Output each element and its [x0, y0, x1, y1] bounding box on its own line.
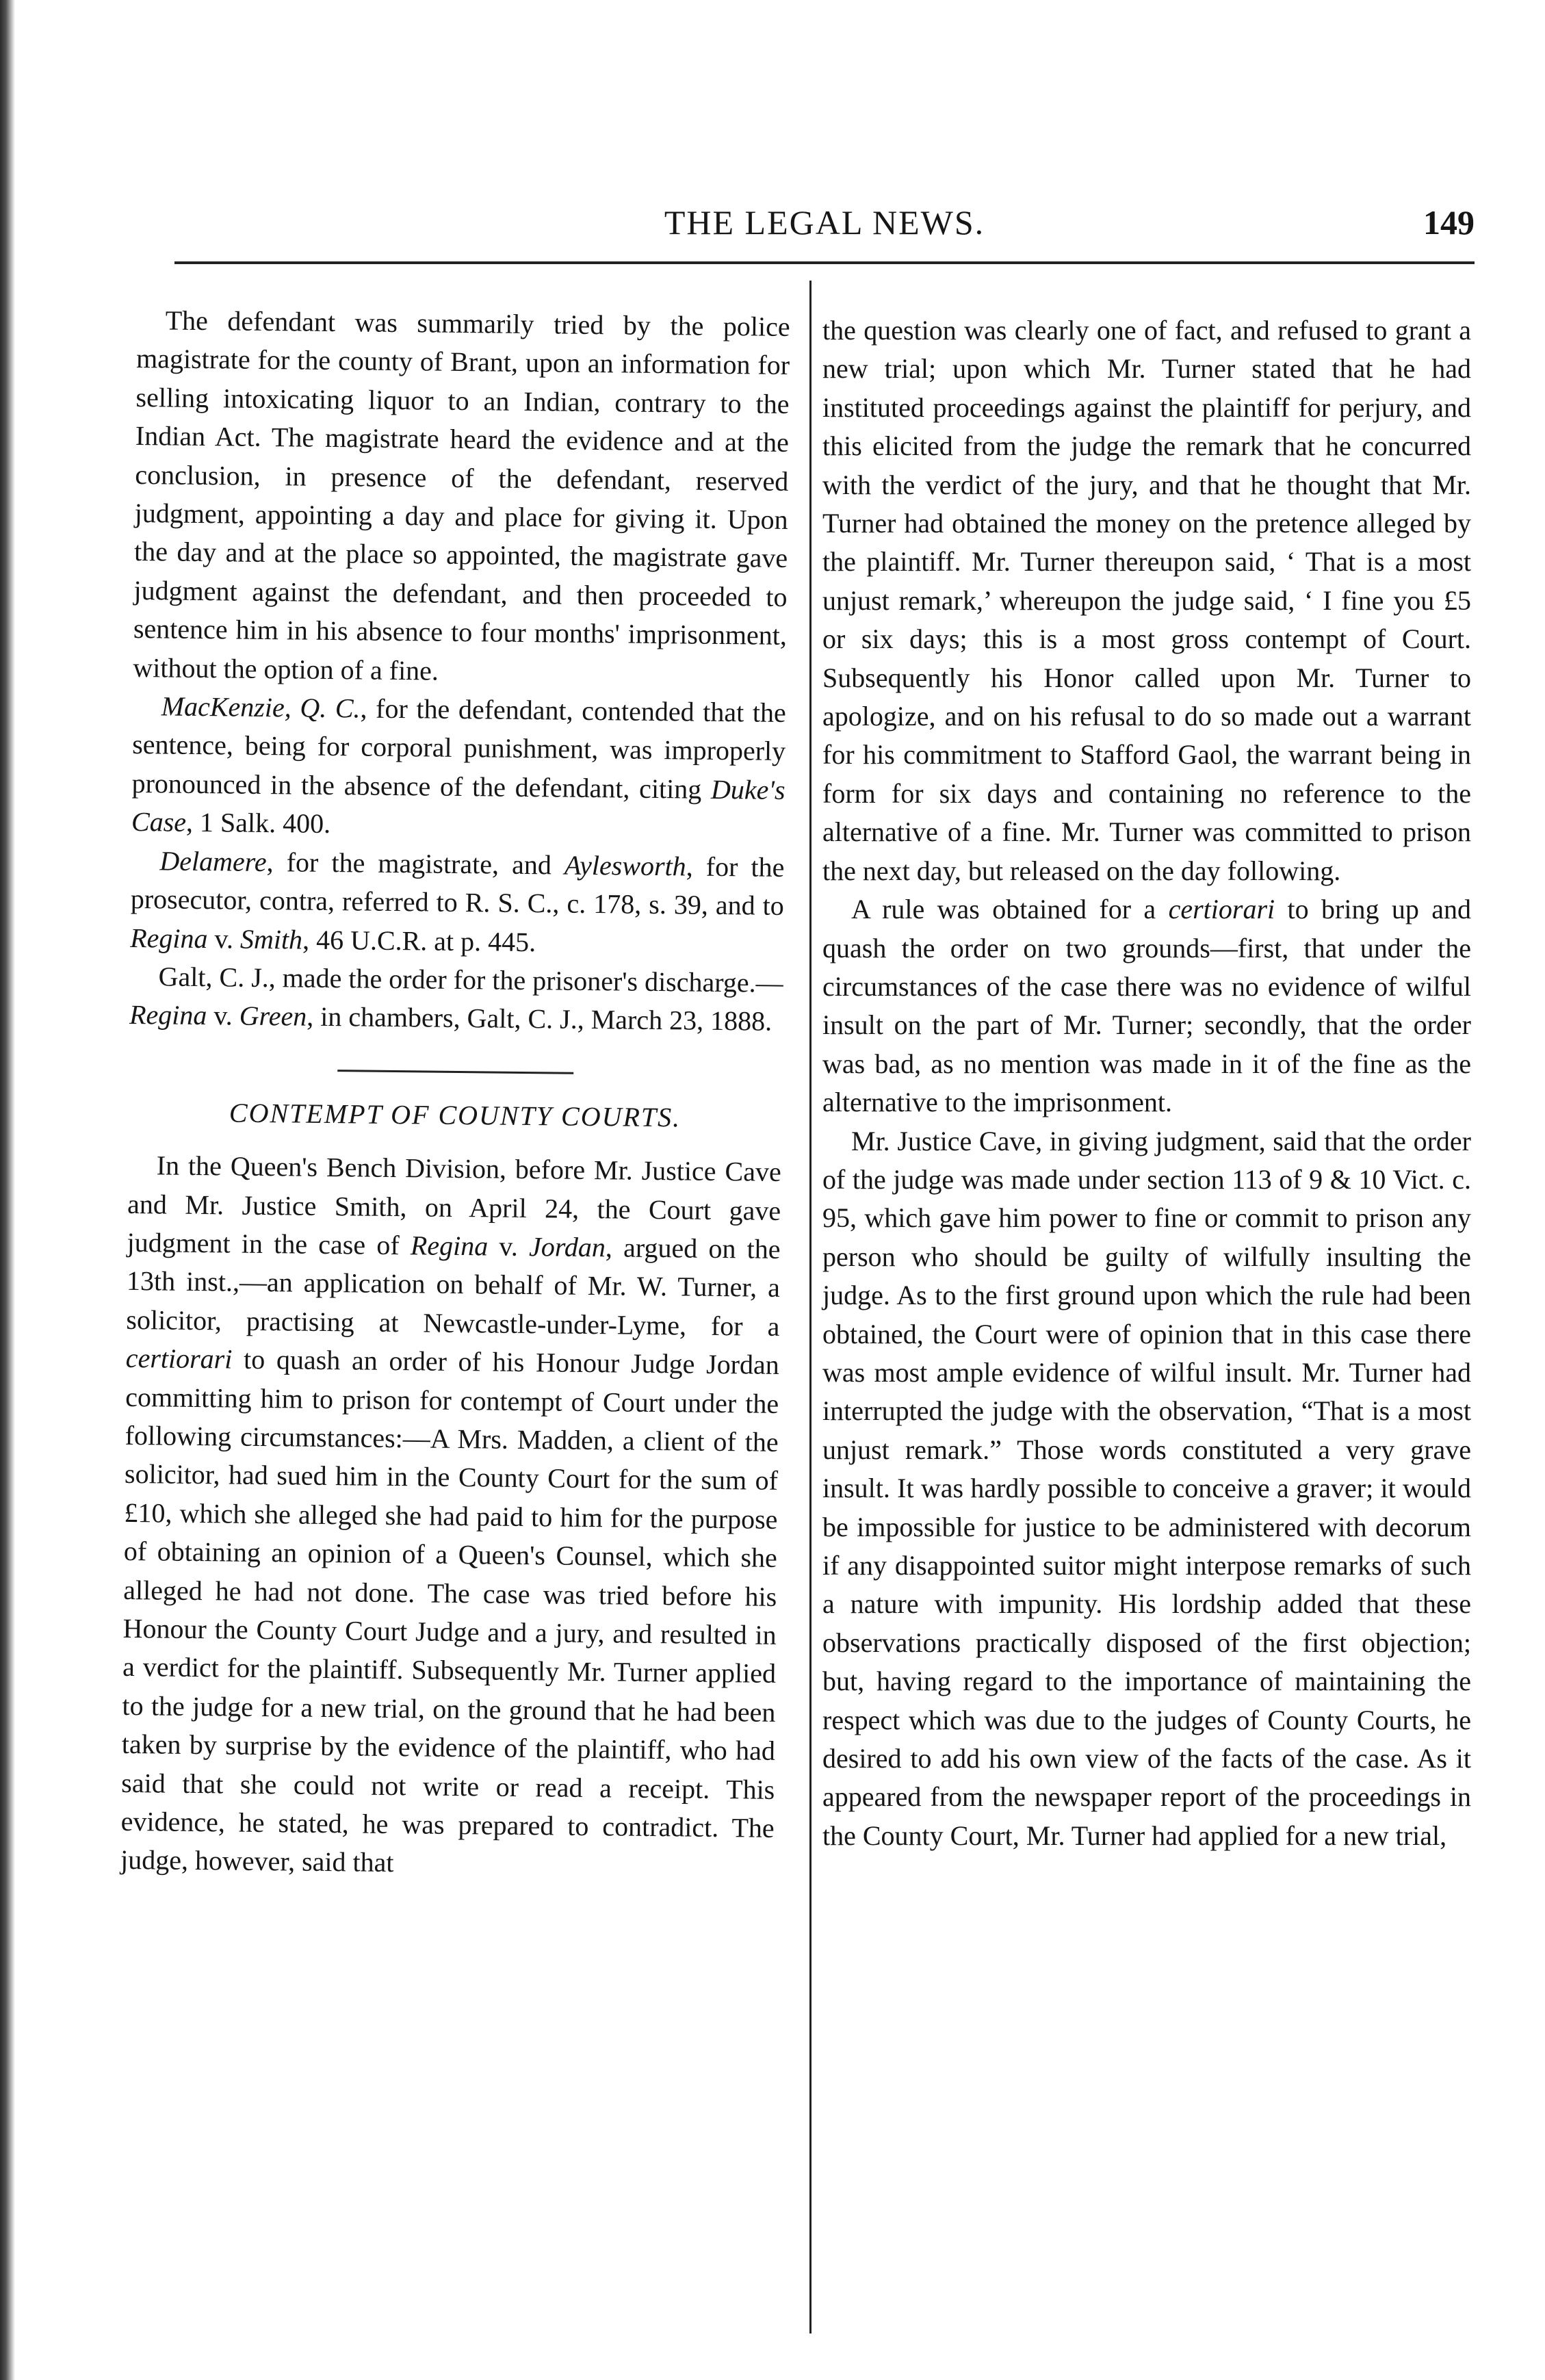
writ-name: certiorari: [1168, 894, 1275, 925]
case-citation: Smith: [239, 923, 303, 955]
paragraph-text: v.: [207, 922, 241, 955]
right-column: [822, 311, 1471, 1855]
case-citation: Jordan: [528, 1231, 606, 1263]
paragraph-text: , in chambers, Galt, C. J., March 23, 1888.: [307, 1000, 772, 1037]
paragraph-text: , 1 Salk. 400.: [185, 807, 331, 840]
paragraph-text: , for the prosecutor, contra, referred to R. S. C., c. 178, s. 39, and to: [130, 851, 785, 922]
paragraph-text: to quash an order of his Honour Judge Jordan committing him to prison for contempt of Court under the following circumstances:—A Mrs. Madden, a client of the solicitor, had sued him in the County Court for the sum of £10, which she alleged she had paid to him for the purpose of obtaining an opinion of a Queen's Counsel, which she alleged he had not done. The case was tried before his Honour the County Court Judge and a jury, and resulted in a verdict for the plaintiff. Subsequently Mr. Turner applied to the judge for a new trial, on the ground that he had been taken by surprise by the evidence of the plaintiff, who had said that she could not write or read a receipt. This evidence, he stated, he was prepared to contradict. The judge, however, said that: [120, 1343, 780, 1878]
paragraph-text: to bring up and quash the order on two grounds—first, that under the circumstances of the case there was no evidence of wilful insult on the part of Mr. Turner; secondly, that the order was bad, as no mention was made in it of the fine as the alternative to the imprisonment.: [822, 894, 1472, 1118]
paragraph-text: , argued on the 13th inst.,—an application on behalf of Mr. W. Turner, a solicitor, practising at Newcastle-under-Lyme, for a: [126, 1232, 781, 1342]
counsel-name: Delamere: [159, 845, 267, 877]
left-column: [120, 301, 790, 1887]
paragraph-text: , 46 U.C.R. at p. 445.: [302, 924, 536, 957]
case-citation: Regina: [129, 999, 207, 1031]
paragraph-text: v.: [487, 1230, 530, 1263]
counsel-name: Aylesworth: [564, 849, 686, 882]
paragraph-text: , for the defendant, contended that the sentence, being for corporal punishment, was improperly pronounced in the absence of the defendant, citing: [131, 693, 786, 805]
paragraph-continuation: the question was clearly one of fact, and refused to grant a new trial; upon which Mr. Turner stated that he had instituted proceedings against the plaintiff for perjury, and this elicited from the judge the remark that he concurred with the verdict of the jury, and that he thought that Mr. Turner had obtained the money on the pretence alleged by the plaintiff. Mr. Turner thereupon said, ‘ That is a most unjust remark,’ whereupon the judge said, ‘ I fine you £5 or six days; this is a most gross contempt of Court. Subsequently his Honor called upon Mr. Turner to apologize, and on his refusal to do so made out a warrant for his commitment to Stafford Gaol, the warrant being in form for six days and containing no reference to the alternative of a fine. Mr. Turner was committed to prison the next day, but released on the day following.: [822, 315, 1471, 886]
page-binding-edge: [0, 0, 15, 2380]
running-title: THE LEGAL NEWS.: [664, 203, 985, 242]
section-divider: [337, 1070, 573, 1074]
paragraph-magistrate-trial: The defendant was summarily tried by the police magistrate for the county of Brant, upon an information for selling intoxicating liquor to an Indian, contrary to the Indian Act. The magistrate heard the evidence and at the conclusion, in presence of the defendant, reserved judgment, appointing a day and place for giving it. Upon the day and at the place so appointed, the magistrate gave judgment against the defendant, and then proceeded to sentence him in his absence to four months' imprisonment, without the option of a fine.: [133, 305, 790, 686]
case-citation: Regina: [410, 1230, 489, 1262]
paragraph-text: Galt, C. J., made the order for the prisoner's discharge.—: [158, 961, 783, 998]
running-head: [174, 203, 1475, 250]
counsel-name: MacKenzie, Q. C.: [161, 690, 361, 724]
paragraph-rule-obtained: [822, 890, 1471, 1122]
paragraph-order: [129, 957, 783, 1042]
paragraph-text: v.: [207, 1000, 240, 1031]
paragraph-judgment: Mr. Justice Cave, in giving judgment, said that the order of the judge was made under section 113 of 9 & 10 Vict. c. 95, which gave him power to fine or commit to prison any person who should be guilty of wilfully insulting the judge. As to the first ground upon which the rule had been obtained, the Court were of opinion that in this case there was most ample evidence of wilful insult. Mr. Turner had interrupted the judge with the observation, “That is a most unjust remark.” Those words constituted a very grave insult. It was hardly possible to conceive a graver; it would be impossible for justice to be administered with decorum if any disappointed suitor might interpose remarks of such a nature with impunity. His lordship added that these observations practically disposed of the first objection; but, having regard to the importance of maintaining the respect which was due to the judges of County Courts, he desired to add his own view of the facts of the case. As it appeared from the newspaper report of the proceedings in the County Court, Mr. Turner had applied for a new trial,: [822, 1125, 1471, 1851]
paragraph-text: In the Queen's Bench Division, before Mr. Justice Cave and Mr. Justice Smith, on April 24, the Court gave judgment in the case of: [127, 1150, 781, 1261]
case-citation: Green: [239, 1000, 307, 1032]
case-citation: Duke's Case: [131, 773, 786, 838]
paragraph-text: , for the magistrate, and: [266, 846, 565, 881]
page-number: 149: [1423, 203, 1475, 242]
header-rule: [174, 261, 1475, 264]
column-divider: [809, 281, 812, 2333]
writ-name: certiorari: [125, 1343, 233, 1375]
case-citation: Regina: [130, 922, 208, 954]
paragraph-queens-bench: [120, 1146, 781, 1887]
section-heading: CONTEMPT OF COUNTY COURTS.: [229, 1097, 681, 1133]
paragraph-text: A rule was obtained for a: [851, 894, 1169, 925]
paragraph-prosecution-argument: [130, 842, 785, 964]
paragraph-defence-argument: [131, 687, 786, 849]
